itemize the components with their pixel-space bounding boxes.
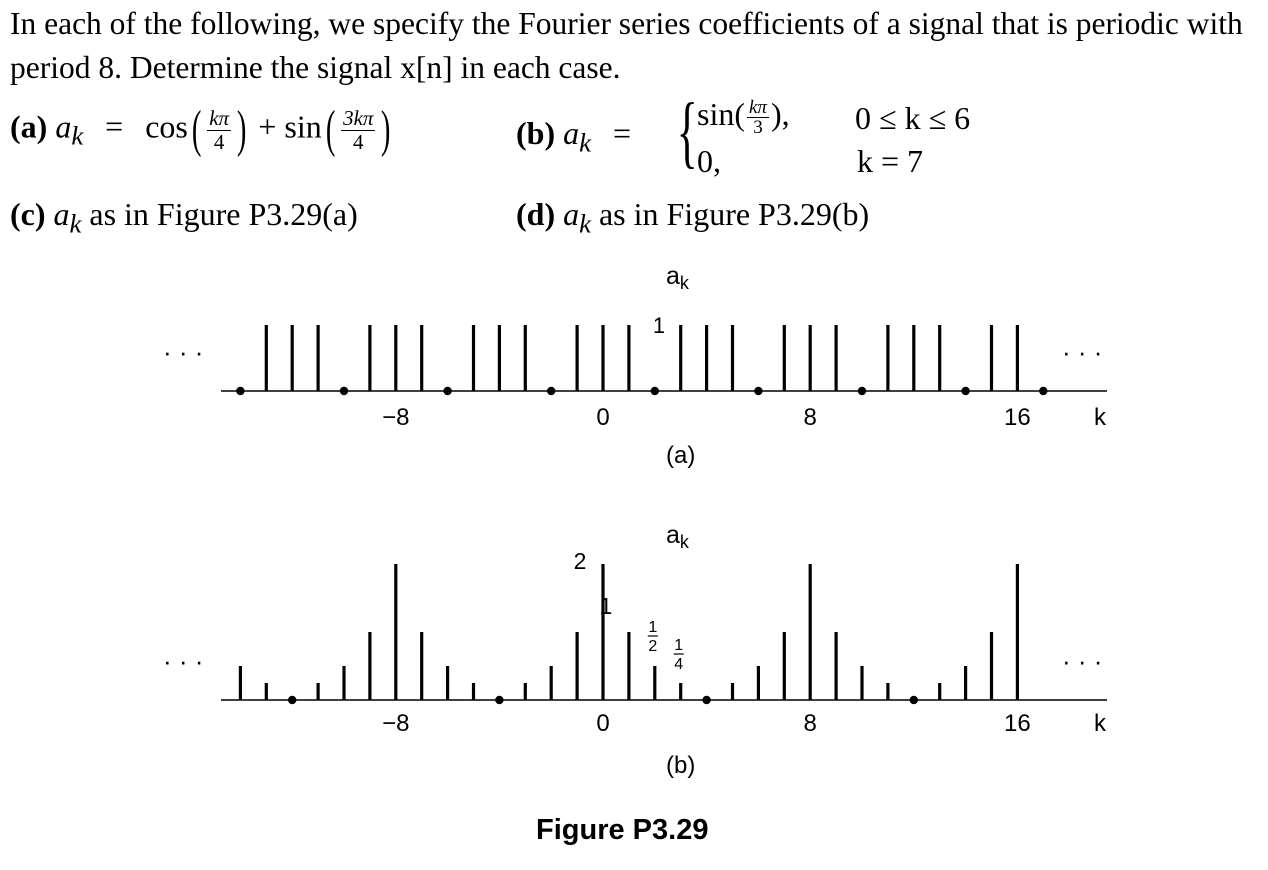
part-c-text: as in Figure P3.29(a) (81, 196, 358, 232)
stem-dot (495, 696, 503, 704)
figure-caption: Figure P3.29 (536, 814, 709, 846)
y-axis-label: $a_k$ (666, 521, 689, 552)
y-axis-label-sub: k (679, 273, 689, 293)
stem-dot (340, 387, 348, 395)
value-label: 2 (573, 548, 587, 574)
part-c: (c) $a_k$ as in Figure P3.29(a) (10, 196, 358, 239)
part-b-lhs: a (563, 115, 580, 151)
stem-dot (288, 696, 296, 704)
part-a-eq: = (105, 108, 124, 145)
value-label-den: 2 (648, 638, 658, 655)
part-b-cond1: 0 ≤ k ≤ 6 (855, 100, 971, 136)
x-axis-label: k (1094, 710, 1106, 737)
value-label: 1 (652, 313, 666, 338)
stem-dot (754, 387, 762, 395)
part-b-brace: { (676, 88, 698, 176)
x-axis-label: k (1094, 404, 1106, 431)
stem-dot (443, 387, 451, 395)
x-tick-label: 16 (1004, 710, 1031, 737)
stem-dot (1039, 387, 1047, 395)
part-a-plus: + (258, 108, 277, 145)
part-a-frac2: $\frac{3k\pi}{4}$ (343, 105, 374, 154)
stem-chart-a (163, 262, 1107, 469)
part-a-label: (a) (10, 108, 48, 145)
ellipsis-right: · · · (1062, 646, 1103, 676)
part-d-label: (d) (516, 196, 556, 232)
y-axis-label-sub: k (679, 532, 689, 552)
part-d-text: as in Figure P3.29(b) (590, 196, 870, 232)
stem-dot (702, 696, 710, 704)
stem-dot (651, 387, 659, 395)
stem-dot (236, 387, 244, 395)
x-tick-label: 0 (596, 710, 610, 737)
part-b-label: (b) (516, 115, 556, 151)
x-tick-label: 16 (1004, 404, 1031, 431)
part-a-cos: cos (145, 108, 188, 145)
part-a-lhs: a (55, 108, 72, 145)
part-a-sub: k (71, 120, 84, 151)
x-tick-label: −8 (382, 404, 410, 431)
part-a-sin: sin (284, 108, 322, 145)
panel-label: (a) (666, 442, 696, 469)
part-a: (a) $a_k = \cos$( $\frac{k\pi}{4}$ ) + sin( $\frac{3k\pi}{4}$ ) (10, 101, 391, 158)
stem-dot (858, 387, 866, 395)
part-b-eq: = (612, 115, 631, 151)
x-tick-label: −8 (382, 710, 410, 737)
part-b-case1: sin( $\frac{k\pi}{3}$ ), (697, 96, 790, 139)
stem-dot (910, 696, 918, 704)
problem-intro: In each of the following, we specify the Fourier series coefficients of a signal that is periodic with period 8. Determine the signal x[n] in each case. (10, 6, 1243, 85)
part-b-case2: 0, (697, 143, 721, 179)
part-d: (d) $a_k$ as in Figure P3.29(b) (516, 196, 870, 239)
value-label-den: 4 (674, 656, 684, 673)
y-axis-label: $a_k$ (666, 262, 689, 293)
value-label-num: 1 (648, 619, 658, 636)
stem-dot (961, 387, 969, 395)
value-label-num: 1 (674, 637, 684, 654)
x-tick-label: 8 (803, 710, 817, 737)
panel-label: (b) (666, 752, 696, 779)
stem-chart-b (163, 521, 1107, 779)
part-b-sub: k (579, 127, 591, 158)
part-c-label: (c) (10, 196, 46, 232)
value-label: 1 (599, 593, 613, 619)
part-b-cond2: k = 7 (857, 143, 924, 179)
ellipsis-right: · · · (1062, 337, 1103, 367)
x-tick-label: 0 (596, 404, 610, 431)
ellipsis-left: · · · (163, 646, 204, 676)
x-tick-label: 8 (803, 404, 817, 431)
ellipsis-left: · · · (163, 337, 204, 367)
stem-dot (547, 387, 555, 395)
part-a-frac1: $\frac{k\pi}{4}$ (209, 105, 230, 154)
